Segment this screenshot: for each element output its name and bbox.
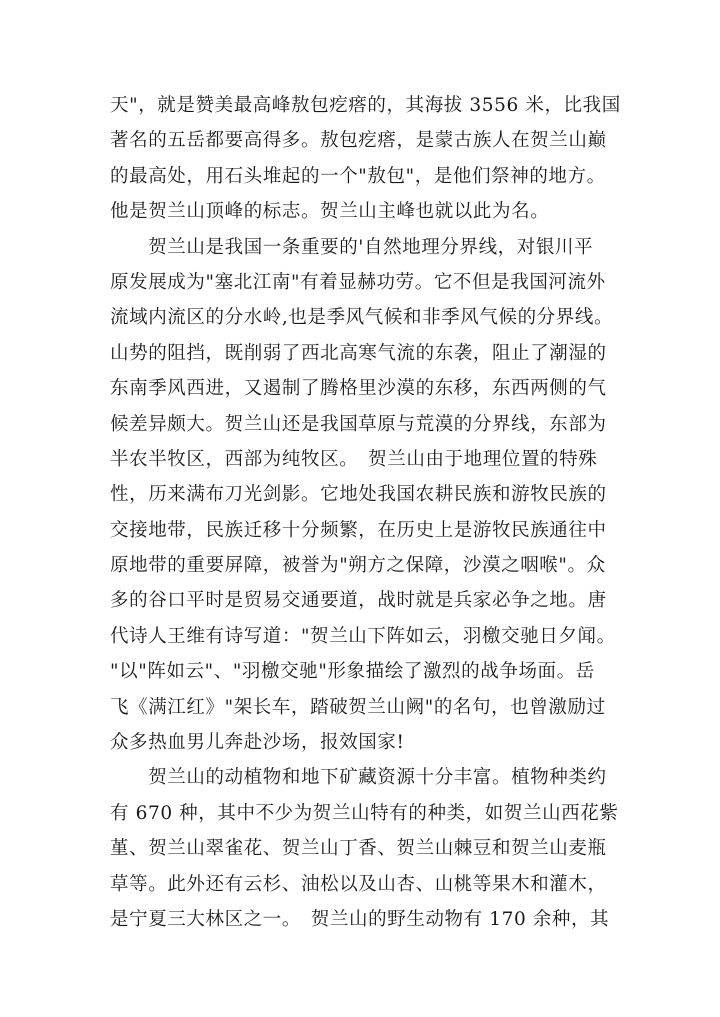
text-line: 流域内流区的分水岭,也是季风气候和非季风气候的分界线。 — [110, 307, 614, 329]
text-line: 半农半牧区，西部为纯牧区。 贺兰山由于地理位置的特殊 — [110, 448, 598, 470]
text-line: 他是贺兰山顶峰的标志。贺兰山主峰也就以此为名。 — [110, 201, 550, 223]
text-line: 草等。此外还有云杉、油松以及山杏、山桃等果木和灌木， — [110, 873, 607, 895]
text-line: 性，历来满布刀光剑影。它地处我国农耕民族和游牧民族的 — [110, 484, 607, 506]
text-line: 堇、贺兰山翠雀花、贺兰山丁香、贺兰山棘豆和贺兰山麦瓶 — [110, 838, 607, 860]
text-line: 山势的阻挡，既削弱了西北高寒气流的东袭，阻止了潮湿的 — [110, 342, 607, 364]
text-line: 众多热血男儿奔赴沙场，报效国家! — [110, 732, 405, 754]
text-line: 有 670 种，其中不少为贺兰山特有的种类，如贺兰山西花紫 — [110, 802, 619, 824]
text-line: 交接地带，民族迁移十分频繁，在历史上是游牧民族通往中 — [110, 519, 607, 541]
text-line: 贺兰山是我国一条重要的'自然地理分界线，对银川平 — [110, 236, 594, 258]
text-line: 天"，就是赞美最高峰敖包疙瘩的，其海拔 3556 米，比我国 — [110, 95, 621, 116]
text-line: 贺兰山的动植物和地下矿藏资源十分丰富。植物种类约 — [110, 767, 607, 789]
text-line: 的最高处，用石头堆起的一个"敖包"，是他们祭神的地方。 — [110, 165, 606, 187]
body-text — [110, 88, 630, 937]
text-line: 飞《满江红》"架长车，踏破贺兰山阙"的名句，也曾激励过 — [110, 696, 606, 718]
text-line: 是宁夏三大林区之一。 贺兰山的野生动物有 170 余种，其 — [110, 908, 610, 930]
text-line: 原发展成为"塞北江南"有着显赫功劳。它不但是我国河流外 — [110, 271, 606, 293]
text-line: 原地带的重要屏障，被誉为"朔方之保障，沙漠之咽喉"。众 — [110, 555, 606, 577]
text-line: 候差异颇大。贺兰山还是我国草原与荒漠的分界线，东部为 — [110, 413, 607, 435]
text-line: 代诗人王维有诗写道："贺兰山下阵如云，羽檄交驰日夕闻。 — [110, 625, 616, 647]
text-line: 著名的五岳都要高得多。敖包疙瘩，是蒙古族人在贺兰山巅 — [110, 130, 607, 152]
text-line: 东南季风西进，又遏制了腾格里沙漠的东移，东西两侧的气 — [110, 378, 607, 400]
text-line: "以"阵如云"、"羽檄交驰"形象描绘了激烈的战争场面。岳 — [110, 661, 595, 683]
text-line: 多的谷口平时是贸易交通要道，战时就是兵家必争之地。唐 — [110, 590, 607, 612]
